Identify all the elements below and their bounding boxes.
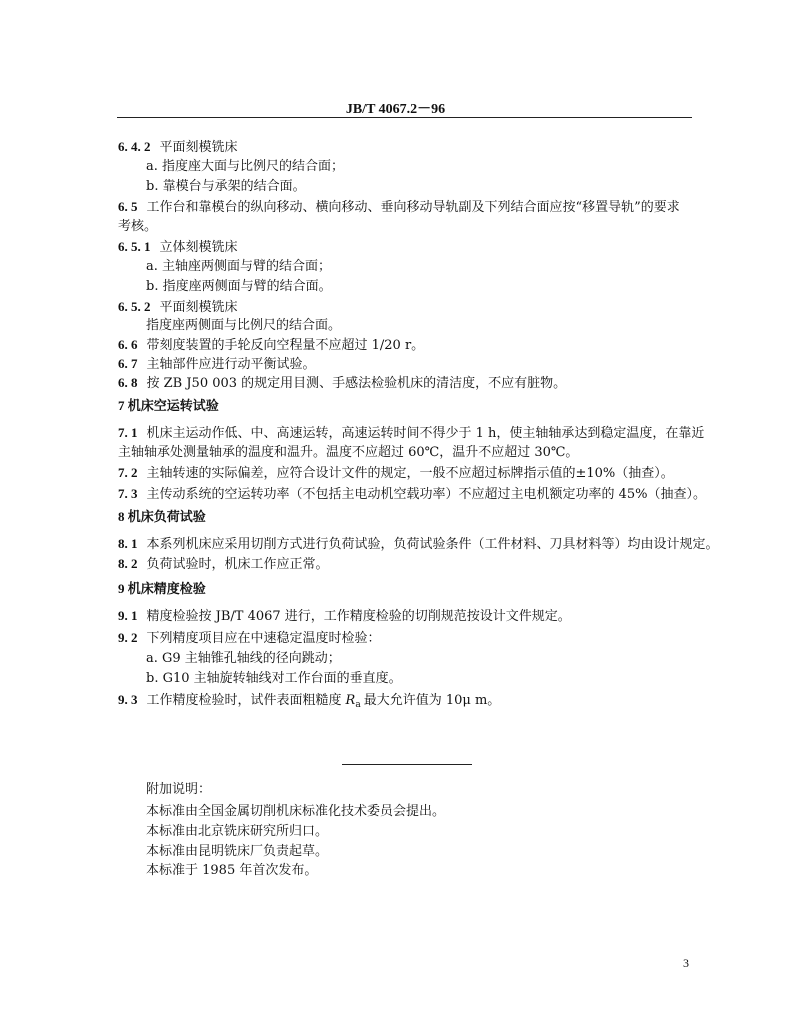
end-rule <box>342 764 472 765</box>
section-title: 8 机床负荷试验 <box>118 509 206 524</box>
clause-line <box>118 298 688 317</box>
clause-number: 6. 6 <box>118 337 138 352</box>
clause-text: 立体刻模铣床 <box>159 240 238 255</box>
clause-line <box>118 485 707 504</box>
clause-line <box>118 555 688 574</box>
clause-text: b. 指度座两侧面与臂的结合面。 <box>146 279 332 294</box>
clause-text: 平面刻模铣床 <box>159 140 238 155</box>
clause-line <box>118 691 688 714</box>
clause-number: 6. 7 <box>118 356 138 371</box>
clause-line <box>146 670 716 688</box>
clause-line <box>146 158 716 176</box>
clause-text: 考核。 <box>118 219 158 234</box>
clause-line <box>118 374 688 393</box>
clause-text: 机床主运动作低、中、高速运转，高速运转时间不得少于 1 h，使主轴轴承达到稳定温度，在靠近 <box>146 426 705 441</box>
clause-text: 负荷试验时，机床工作应正常。 <box>146 557 329 572</box>
section-title: 9 机床精度检验 <box>118 581 206 596</box>
roughness-subscript: a <box>355 700 361 710</box>
clause-text: 主轴轴承处测量轴承的温度和温升。温度不应超过 60℃，温升不应超过 30℃。 <box>118 445 579 460</box>
clause-line <box>146 317 716 335</box>
clause-line <box>118 218 688 236</box>
clause-line <box>118 629 688 648</box>
clause-text: 工作精度检验时，试件表面粗糙度 <box>146 693 342 708</box>
clause-number: 9. 3 <box>118 692 138 707</box>
clause-text: a. 主轴座两侧面与臂的结合面； <box>146 259 332 274</box>
clause-text: 主传动系统的空运转功率（不包括主电动机空载功率）不应超过主电机额定功率的 45%（抽查）。 <box>146 487 707 502</box>
clause-line <box>118 607 688 626</box>
clause-text: 平面刻模铣床 <box>159 300 238 315</box>
clause-text: 精度检验按 JB/T 4067 进行，工作精度检验的切削规范按设计文件规定。 <box>146 609 571 624</box>
clause-text: 按 ZB J50 003 的规定用目测、手感法检验机床的清洁度，不应有脏物。 <box>146 376 567 391</box>
clause-number: 7. 1 <box>118 425 138 440</box>
clause-number: 6. 5. 2 <box>118 299 151 314</box>
section-heading <box>118 508 688 527</box>
clause-line <box>118 238 688 257</box>
clause-line <box>118 464 688 483</box>
clause-line <box>146 650 716 668</box>
section-heading <box>118 580 688 599</box>
clause-text: 主轴转速的实际偏差，应符合设计文件的规定，一般不应超过标牌指示值的±10%（抽查）。 <box>146 466 674 481</box>
clause-number: 8. 2 <box>118 556 138 571</box>
roughness-symbol: R <box>345 693 356 708</box>
note-line: 本标准由昆明铣床厂负责起草。 <box>146 844 329 859</box>
standard-code-header: JB/T 4067.2－96 <box>345 102 446 117</box>
clause-line <box>118 424 705 443</box>
clause-line <box>118 138 688 157</box>
clause-line <box>118 198 688 217</box>
note-line: 本标准由全国金属切削机床标准化技术委员会提出。 <box>146 804 446 819</box>
clause-number: 7. 3 <box>118 486 138 501</box>
section-heading <box>118 397 688 416</box>
note-line: 本标准由北京铣床研究所归口。 <box>146 824 329 839</box>
clause-text-after: 最大允许值为 10μ m。 <box>363 693 501 708</box>
clause-line <box>118 535 719 554</box>
section-title: 7 机床空运转试验 <box>118 398 219 413</box>
clause-number: 6. 5 <box>118 199 138 214</box>
clause-number: 9. 1 <box>118 608 138 623</box>
clause-text: a. G9 主轴锥孔轴线的径向跳动； <box>146 651 341 666</box>
clause-number: 7. 2 <box>118 465 138 480</box>
clause-text: b. 靠模台与承架的结合面。 <box>146 179 306 194</box>
page-number: 3 <box>683 956 689 970</box>
clause-line <box>118 444 688 462</box>
clause-text: a. 指度座大面与比例尺的结合面； <box>146 159 345 174</box>
clause-text: 指度座两侧面与比例尺的结合面。 <box>146 318 342 333</box>
clause-line <box>146 178 716 196</box>
clause-line <box>146 278 716 296</box>
notes-heading: 附加说明： <box>146 782 212 797</box>
clause-text: 下列精度项目应在中速稳定温度时检验： <box>146 631 381 646</box>
clause-line <box>146 258 716 276</box>
clause-text: 本系列机床应采用切削方式进行负荷试验，负荷试验条件（工件材料、刀具材料等）均由设计规定。 <box>146 537 719 552</box>
clause-text: b. G10 主轴旋转轴线对工作台面的垂直度。 <box>146 671 402 686</box>
clause-text: 主轴部件应进行动平衡试验。 <box>146 357 316 372</box>
clause-number: 9. 2 <box>118 630 138 645</box>
clause-number: 6. 8 <box>118 375 138 390</box>
clause-number: 8. 1 <box>118 536 138 551</box>
note-line: 本标准于 1985 年首次发布。 <box>146 863 318 878</box>
clause-line <box>118 355 688 374</box>
clause-line <box>118 336 688 355</box>
clause-text: 工作台和靠模台的纵向移动、横向移动、垂向移动导轨副及下列结合面应按“移置导轨”的要求 <box>146 200 680 215</box>
clause-text: 带刻度装置的手轮反向空程量不应超过 1/20 r。 <box>146 338 425 353</box>
clause-number: 6. 5. 1 <box>118 239 151 254</box>
header-rule <box>117 117 692 118</box>
clause-number: 6. 4. 2 <box>118 139 151 154</box>
